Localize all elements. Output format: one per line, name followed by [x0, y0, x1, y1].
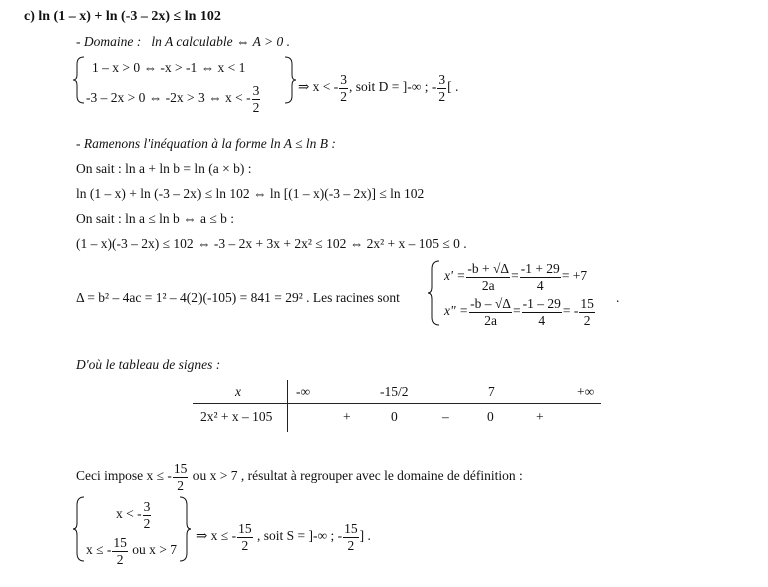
fraction-numerator: 15	[173, 461, 188, 476]
fraction-numerator: -1 – 29	[522, 296, 561, 311]
fraction-3-2	[339, 73, 348, 103]
table-value-root2: 7	[488, 384, 495, 399]
table-value-minus-inf: -∞	[296, 384, 311, 399]
fraction-numerator: -b – √Δ	[470, 296, 511, 311]
fraction-denominator: 4	[520, 277, 561, 293]
ceci-prefix: Ceci impose x ≤ -	[76, 468, 172, 484]
on-sait-2: On sait : ln a ≤ ln b ⇔ a ≤ b :	[76, 211, 235, 226]
final-implies: ⇒ x ≤ -	[196, 528, 237, 544]
domain-soit: , soit D = ]-∞ ; -	[349, 79, 437, 95]
domain-condition-2-text: -3 – 2x > 0 ⇔ -2x > 3 ⇔ x < -	[86, 90, 251, 106]
domain-implies: ⇒ x < -	[298, 79, 339, 95]
root-x1-formula	[466, 262, 510, 292]
domaine-section	[76, 35, 290, 49]
final-condition-1	[116, 500, 152, 530]
fraction-denominator: 4	[522, 312, 562, 328]
fraction-denominator: 2	[579, 312, 595, 328]
table-value-root1: -15/2	[380, 384, 409, 399]
root-x1-values	[520, 262, 561, 292]
left-brace-roots	[427, 260, 441, 326]
sign-cell: +	[536, 409, 544, 424]
on-sait-1: On sait : ln a + ln b = ln (a × b) :	[76, 161, 252, 176]
root-x1: x' = $\frac{-b + √\Delta}{2a}$ = $\frac{-1 + 29}{4}$ = +7	[444, 261, 588, 293]
fraction-3-2	[437, 73, 446, 103]
sign-cell: –	[442, 409, 449, 424]
root-x1-label: x' =	[444, 268, 466, 284]
fraction-denominator: 2	[112, 551, 128, 567]
root-x2-label: x" =	[444, 303, 469, 319]
fraction-numerator: 3	[438, 72, 446, 87]
root-x1-result: = +7	[561, 268, 588, 284]
delta-line: Δ = b² – 4ac = 1² – 4(2)(-105) = 841 = 29² . Les racines sont	[76, 290, 400, 305]
final-condition-2-suffix: ou x > 7	[128, 542, 178, 558]
fraction-3-2	[252, 84, 261, 114]
right-brace-domain	[283, 56, 297, 104]
final-condition-1-text: x < -	[116, 506, 142, 522]
final-condition-2-prefix: x ≤ -	[86, 542, 112, 558]
exercise-title: c) ln (1 – x) + ln (-3 – 2x) ≤ ln 102	[24, 9, 221, 24]
final-soit: , soit S = ]-∞ ; -	[253, 528, 343, 544]
fraction-denominator: 2a	[466, 277, 510, 293]
fraction-15-2	[343, 522, 359, 552]
final-end: ] .	[359, 528, 371, 544]
fraction-numerator: 15	[238, 521, 252, 536]
fraction-denominator: 2	[438, 88, 446, 104]
fraction-numerator: 3	[143, 499, 151, 514]
table-row-label: 2x² + x – 105	[200, 409, 273, 424]
fraction-denominator: 2	[143, 515, 151, 531]
fraction-numerator: 3	[340, 72, 348, 87]
fraction-denominator: 2	[252, 99, 260, 115]
roots-dot: .	[616, 290, 620, 305]
fraction-15-2	[112, 536, 128, 566]
right-brace-final	[178, 496, 192, 562]
fraction-numerator: -1 + 29	[520, 261, 560, 276]
domain-end: [ .	[447, 79, 459, 95]
fraction-numerator: 15	[580, 296, 594, 311]
fraction-15-2	[237, 522, 253, 552]
table-header-x: x	[235, 384, 241, 399]
domain-condition-1: 1 – x > 0 ⇔ -x > -1 ⇔ x < 1	[92, 60, 246, 75]
ceci-impose-line	[76, 462, 523, 492]
root-x2-formula	[469, 297, 512, 327]
table-vertical-rule	[287, 380, 288, 432]
fraction-denominator: 2	[237, 537, 253, 553]
sign-cell: 0	[487, 409, 494, 424]
fraction-numerator: 15	[113, 535, 127, 550]
root-x2-values	[522, 297, 562, 327]
tableau-label: D'où le tableau de signes :	[76, 357, 221, 372]
domain-result	[298, 73, 458, 103]
fraction-numerator: -b + √Δ	[467, 261, 510, 276]
domaine-label: - Domaine :	[76, 34, 142, 49]
table-horizontal-rule	[193, 403, 601, 404]
left-brace-domain	[72, 56, 86, 104]
fraction-denominator: 2	[173, 477, 189, 493]
fraction-numerator: 15	[344, 521, 358, 536]
fraction-15-2	[173, 462, 189, 492]
final-condition-2	[86, 536, 177, 566]
fraction-denominator: 2	[340, 88, 348, 104]
polynomial-line: (1 – x)(-3 – 2x) ≤ 102 ⇔ -3 – 2x + 3x + 2x² ≤ 102 ⇔ 2x² + x – 105 ≤ 0 .	[76, 236, 467, 251]
sign-cell: 0	[391, 409, 398, 424]
fraction-3-2	[143, 500, 152, 530]
sign-cell: +	[343, 409, 351, 424]
log-equivalence-line: ln (1 – x) + ln (-3 – 2x) ≤ ln 102 ⇔ ln [(1 – x)(-3 – 2x)] ≤ ln 102	[76, 186, 425, 201]
table-value-plus-inf: +∞	[577, 384, 595, 399]
final-result	[196, 522, 371, 552]
root-x2-result-prefix: = -	[562, 303, 579, 319]
domaine-rule: ln A calculable ⇔ A > 0 .	[151, 34, 290, 49]
root-x2: x" = $\frac{-b - √\Delta}{2a}$ = $\frac{-1 - 29}{4}$ = - $\frac{15}{2}$	[444, 296, 594, 328]
left-brace-final	[72, 496, 86, 562]
fraction-denominator: 2	[343, 537, 359, 553]
fraction-numerator: 3	[252, 83, 260, 98]
domain-condition-2	[86, 84, 261, 114]
ceci-suffix: ou x > 7 , résultat à regrouper avec le domaine de définition :	[189, 468, 523, 484]
fraction-denominator: 2a	[469, 312, 512, 328]
root-x2-result	[579, 297, 595, 327]
ramenons-label: - Ramenons l'inéquation à la forme ln A ≤ ln B :	[76, 136, 336, 151]
